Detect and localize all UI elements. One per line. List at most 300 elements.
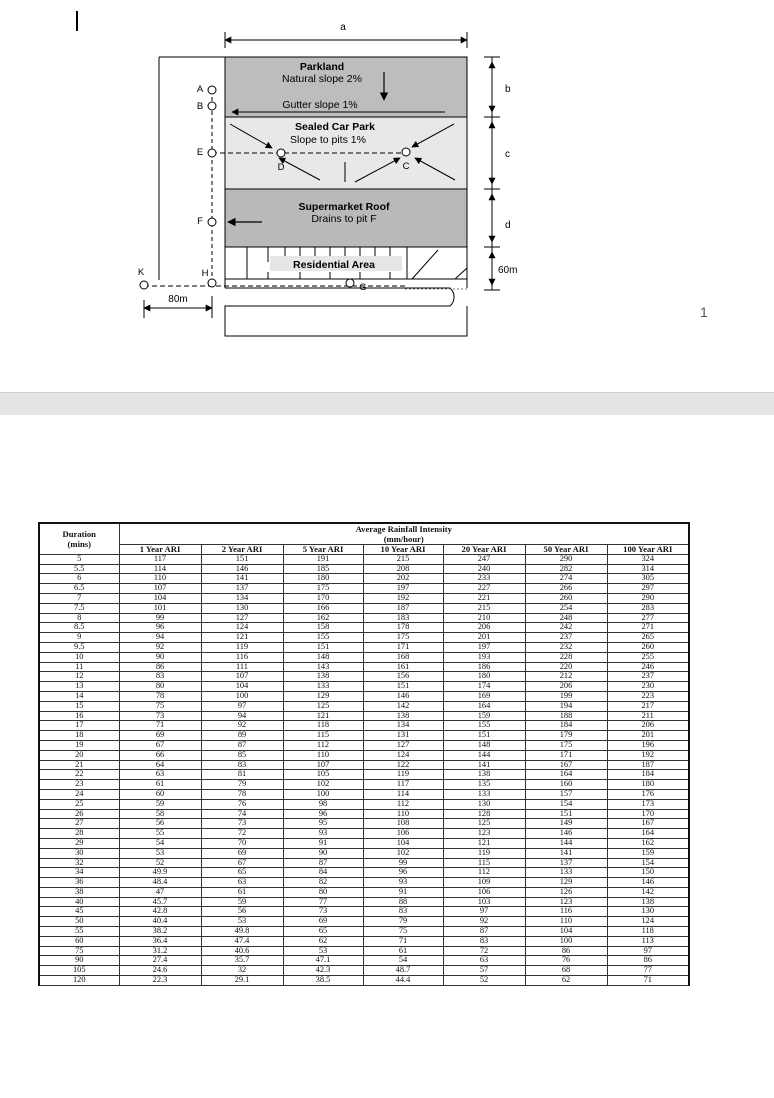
- intensity-cell: 121: [443, 838, 525, 848]
- intensity-cell: 69: [201, 848, 283, 858]
- duration-cell: 50: [39, 917, 119, 927]
- intensity-cell: 79: [201, 780, 283, 790]
- intensity-cell: 260: [525, 593, 607, 603]
- intensity-cell: 90: [283, 848, 363, 858]
- intensity-cell: 271: [607, 623, 689, 633]
- intensity-cell: 78: [201, 789, 283, 799]
- pit-g: [346, 279, 354, 287]
- intensity-cell: 87: [443, 927, 525, 937]
- pit-a-label: A: [196, 84, 204, 95]
- intensity-cell: 180: [607, 780, 689, 790]
- intensity-cell: 144: [525, 838, 607, 848]
- pit-g-label: G: [359, 282, 367, 293]
- intensity-cell: 135: [443, 780, 525, 790]
- table-row: [39, 887, 689, 897]
- intensity-cell: 206: [443, 623, 525, 633]
- table-row: [39, 701, 689, 711]
- label-80m: 80m: [168, 294, 188, 305]
- table-row: [39, 642, 689, 652]
- duration-cell: 34: [39, 868, 119, 878]
- intensity-cell: 150: [607, 868, 689, 878]
- intensity-cell: 171: [363, 642, 443, 652]
- intensity-cell: 130: [607, 907, 689, 917]
- table-row: [39, 711, 689, 721]
- intensity-cell: 47.1: [283, 956, 363, 966]
- intensity-cell: 54: [363, 956, 443, 966]
- intensity-cell: 75: [119, 701, 201, 711]
- table-row: [39, 721, 689, 731]
- intensity-cell: 125: [283, 701, 363, 711]
- intensity-cell: 129: [525, 878, 607, 888]
- intensity-cell: 146: [201, 564, 283, 574]
- intensity-cell: 122: [363, 760, 443, 770]
- table-row: [39, 554, 689, 564]
- table-row: [39, 927, 689, 937]
- intensity-cell: 80: [283, 887, 363, 897]
- intensity-cell: 175: [363, 633, 443, 643]
- table-row: [39, 819, 689, 829]
- column-header: 2 Year ARI: [201, 545, 283, 555]
- intensity-cell: 138: [283, 672, 363, 682]
- intensity-cell: 183: [363, 613, 443, 623]
- page-number: 1: [700, 304, 708, 320]
- intensity-cell: 215: [363, 554, 443, 564]
- intensity-cell: 246: [607, 662, 689, 672]
- intensity-cell: 38.2: [119, 927, 201, 937]
- intensity-cell: 84: [283, 868, 363, 878]
- pit-k-label: K: [137, 267, 145, 278]
- table-row: [39, 603, 689, 613]
- table-row: [39, 936, 689, 946]
- intensity-cell: 106: [363, 829, 443, 839]
- intensity-cell: 138: [363, 711, 443, 721]
- intensity-cell: 48.7: [363, 966, 443, 976]
- intensity-cell: 27.4: [119, 956, 201, 966]
- intensity-cell: 63: [201, 878, 283, 888]
- intensity-cell: 114: [119, 564, 201, 574]
- intensity-cell: 96: [283, 809, 363, 819]
- intensity-cell: 174: [443, 682, 525, 692]
- intensity-cell: 247: [443, 554, 525, 564]
- intensity-cell: 223: [607, 691, 689, 701]
- table-row: [39, 760, 689, 770]
- table-row: [39, 740, 689, 750]
- intensity-cell: 121: [283, 711, 363, 721]
- intensity-cell: 63: [119, 770, 201, 780]
- intensity-cell: 42.8: [119, 907, 201, 917]
- intensity-cell: 220: [525, 662, 607, 672]
- intensity-cell: 146: [363, 691, 443, 701]
- intensity-cell: 117: [363, 780, 443, 790]
- intensity-cell: 188: [525, 711, 607, 721]
- intensity-cell: 57: [443, 966, 525, 976]
- intensity-cell: 69: [119, 731, 201, 741]
- intensity-cell: 161: [363, 662, 443, 672]
- intensity-cell: 76: [201, 799, 283, 809]
- intensity-cell: 167: [607, 819, 689, 829]
- intensity-cell: 62: [525, 976, 607, 986]
- intensity-cell: 68: [525, 966, 607, 976]
- intensity-cell: 83: [201, 760, 283, 770]
- duration-header-line2: (mins): [67, 538, 91, 549]
- intensity-cell: 141: [443, 760, 525, 770]
- intensity-cell: 107: [283, 760, 363, 770]
- intensity-cell: 162: [607, 838, 689, 848]
- intensity-cell: 233: [443, 574, 525, 584]
- duration-cell: 5.5: [39, 564, 119, 574]
- intensity-cell: 159: [443, 711, 525, 721]
- intensity-cell: 119: [201, 642, 283, 652]
- duration-cell: 105: [39, 966, 119, 976]
- intensity-cell: 71: [363, 936, 443, 946]
- intensity-cell: 290: [607, 593, 689, 603]
- intensity-cell: 199: [525, 691, 607, 701]
- intensity-cell: 227: [443, 584, 525, 594]
- duration-cell: 23: [39, 780, 119, 790]
- intensity-cell: 159: [607, 848, 689, 858]
- intensity-cell: 176: [607, 789, 689, 799]
- intensity-cell: 191: [283, 554, 363, 564]
- intensity-cell: 70: [201, 838, 283, 848]
- intensity-title-line1: Average Rainfall Intensity: [355, 524, 452, 534]
- intensity-cell: 157: [525, 789, 607, 799]
- intensity-cell: 107: [201, 672, 283, 682]
- intensity-cell: 197: [363, 584, 443, 594]
- intensity-cell: 66: [119, 750, 201, 760]
- label-c: c: [505, 149, 510, 160]
- intensity-cell: 194: [525, 701, 607, 711]
- intensity-cell: 274: [525, 574, 607, 584]
- table-row: [39, 897, 689, 907]
- intensity-cell: 237: [607, 672, 689, 682]
- intensity-cell: 133: [283, 682, 363, 692]
- duration-cell: 45: [39, 907, 119, 917]
- duration-cell: 8: [39, 613, 119, 623]
- intensity-cell: 83: [119, 672, 201, 682]
- table-row: [39, 731, 689, 741]
- pit-b: [208, 102, 216, 110]
- intensity-cell: 127: [363, 740, 443, 750]
- duration-cell: 36: [39, 878, 119, 888]
- duration-cell: 14: [39, 691, 119, 701]
- intensity-cell: 260: [607, 642, 689, 652]
- intensity-cell: 242: [525, 623, 607, 633]
- intensity-cell: 248: [525, 613, 607, 623]
- intensity-cell: 86: [525, 946, 607, 956]
- column-header: 10 Year ARI: [363, 545, 443, 555]
- intensity-title-line2: (mm/hour): [383, 534, 424, 544]
- intensity-cell: 96: [119, 623, 201, 633]
- intensity-cell: 113: [607, 936, 689, 946]
- intensity-cell: 93: [363, 878, 443, 888]
- intensity-cell: 32: [201, 966, 283, 976]
- intensity-cell: 52: [119, 858, 201, 868]
- dimension-right: [484, 57, 500, 290]
- intensity-cell: 104: [119, 593, 201, 603]
- intensity-cell: 78: [119, 691, 201, 701]
- intensity-cell: 151: [525, 809, 607, 819]
- catchment-diagram: [0, 0, 774, 392]
- intensity-cell: 166: [283, 603, 363, 613]
- table-row: [39, 838, 689, 848]
- intensity-cell: 31.2: [119, 946, 201, 956]
- intensity-cell: 138: [607, 897, 689, 907]
- intensity-cell: 146: [525, 829, 607, 839]
- intensity-cell: 54: [119, 838, 201, 848]
- roof-subtitle: Drains to pit F: [311, 213, 377, 225]
- intensity-cell: 215: [443, 603, 525, 613]
- intensity-cell: 119: [363, 770, 443, 780]
- page-separator: [0, 392, 774, 416]
- intensity-cell: 100: [201, 691, 283, 701]
- intensity-cell: 110: [283, 750, 363, 760]
- intensity-cell: 134: [201, 593, 283, 603]
- intensity-cell: 151: [283, 642, 363, 652]
- intensity-cell: 112: [443, 868, 525, 878]
- intensity-cell: 175: [525, 740, 607, 750]
- intensity-cell: 221: [443, 593, 525, 603]
- intensity-cell: 65: [283, 927, 363, 937]
- intensity-cell: 110: [525, 917, 607, 927]
- pit-d-label: D: [277, 162, 285, 173]
- intensity-cell: 85: [201, 750, 283, 760]
- intensity-cell: 130: [443, 799, 525, 809]
- table-row: [39, 917, 689, 927]
- intensity-cell: 109: [443, 878, 525, 888]
- intensity-cell: 61: [201, 887, 283, 897]
- intensity-cell: 53: [283, 946, 363, 956]
- intensity-cell: 91: [283, 838, 363, 848]
- intensity-cell: 158: [283, 623, 363, 633]
- intensity-cell: 102: [363, 848, 443, 858]
- pit-c: [402, 148, 410, 156]
- intensity-cell: 314: [607, 564, 689, 574]
- intensity-cell: 61: [119, 780, 201, 790]
- intensity-cell: 64: [119, 760, 201, 770]
- intensity-cell: 90: [119, 652, 201, 662]
- intensity-cell: 265: [607, 633, 689, 643]
- intensity-cell: 83: [443, 936, 525, 946]
- intensity-cell: 101: [119, 603, 201, 613]
- intensity-cell: 305: [607, 574, 689, 584]
- intensity-cell: 143: [283, 662, 363, 672]
- intensity-cell: 96: [363, 868, 443, 878]
- intensity-cell: 67: [119, 740, 201, 750]
- intensity-cell: 97: [443, 907, 525, 917]
- duration-cell: 6.5: [39, 584, 119, 594]
- intensity-cell: 110: [119, 574, 201, 584]
- intensity-cell: 164: [607, 829, 689, 839]
- table-row: [39, 789, 689, 799]
- intensity-cell: 103: [443, 897, 525, 907]
- intensity-cell: 59: [201, 897, 283, 907]
- intensity-cell: 112: [363, 799, 443, 809]
- intensity-cell: 59: [119, 799, 201, 809]
- table-row: [39, 750, 689, 760]
- intensity-cell: 29.1: [201, 976, 283, 986]
- intensity-cell: 104: [201, 682, 283, 692]
- intensity-cell: 40.4: [119, 917, 201, 927]
- duration-cell: 19: [39, 740, 119, 750]
- rainfall-table-container: [38, 522, 690, 986]
- duration-cell: 21: [39, 760, 119, 770]
- intensity-cell: 134: [363, 721, 443, 731]
- duration-cell: 120: [39, 976, 119, 986]
- table-row: [39, 682, 689, 692]
- intensity-cell: 173: [607, 799, 689, 809]
- parkland-title: Parkland: [299, 61, 345, 73]
- pit-e-label: E: [196, 147, 204, 158]
- intensity-cell: 61: [363, 946, 443, 956]
- table-row: [39, 829, 689, 839]
- intensity-cell: 93: [283, 829, 363, 839]
- pit-f-label: F: [197, 216, 203, 227]
- intensity-cell: 98: [283, 799, 363, 809]
- roof-title: Supermarket Roof: [298, 201, 390, 213]
- intensity-cell: 126: [525, 887, 607, 897]
- intensity-cell: 125: [443, 819, 525, 829]
- intensity-cell: 217: [607, 701, 689, 711]
- label-a: a: [340, 22, 346, 33]
- intensity-cell: 277: [607, 613, 689, 623]
- duration-cell: 15: [39, 701, 119, 711]
- intensity-cell: 100: [525, 936, 607, 946]
- duration-cell: 40: [39, 897, 119, 907]
- intensity-cell: 237: [525, 633, 607, 643]
- pit-e: [208, 149, 216, 157]
- intensity-cell: 192: [607, 750, 689, 760]
- intensity-cell: 168: [363, 652, 443, 662]
- intensity-cell: 73: [119, 711, 201, 721]
- intensity-cell: 118: [283, 721, 363, 731]
- table-row: [39, 946, 689, 956]
- intensity-cell: 187: [607, 760, 689, 770]
- intensity-cell: 89: [201, 731, 283, 741]
- intensity-cell: 142: [607, 887, 689, 897]
- intensity-cell: 206: [525, 682, 607, 692]
- label-b: b: [505, 84, 511, 95]
- intensity-cell: 127: [201, 613, 283, 623]
- duration-cell: 30: [39, 848, 119, 858]
- intensity-cell: 164: [443, 701, 525, 711]
- duration-cell: 27: [39, 819, 119, 829]
- column-header: 5 Year ARI: [283, 545, 363, 555]
- intensity-cell: 148: [443, 740, 525, 750]
- duration-cell: 24: [39, 789, 119, 799]
- intensity-cell: 65: [201, 868, 283, 878]
- duration-header-line1: Duration: [62, 528, 96, 539]
- rainfall-intensity-table: [38, 522, 690, 986]
- intensity-cell: 187: [363, 603, 443, 613]
- intensity-cell: 151: [201, 554, 283, 564]
- duration-cell: 9: [39, 633, 119, 643]
- intensity-cell: 104: [525, 927, 607, 937]
- intensity-cell: 36.4: [119, 936, 201, 946]
- intensity-cell: 148: [283, 652, 363, 662]
- intensity-cell: 146: [607, 878, 689, 888]
- intensity-cell: 73: [201, 819, 283, 829]
- intensity-cell: 47: [119, 887, 201, 897]
- intensity-cell: 112: [283, 740, 363, 750]
- intensity-cell: 88: [363, 897, 443, 907]
- intensity-cell: 154: [607, 858, 689, 868]
- pit-c-label: C: [402, 161, 410, 172]
- intensity-cell: 58: [119, 809, 201, 819]
- intensity-cell: 121: [201, 633, 283, 643]
- intensity-cell: 87: [283, 858, 363, 868]
- column-header: 1 Year ARI: [119, 545, 201, 555]
- intensity-cell: 155: [443, 721, 525, 731]
- carpark-title: Sealed Car Park: [295, 121, 375, 133]
- table-row: [39, 809, 689, 819]
- intensity-cell: 186: [443, 662, 525, 672]
- intensity-cell: 162: [283, 613, 363, 623]
- duration-cell: 75: [39, 946, 119, 956]
- intensity-cell: 104: [363, 838, 443, 848]
- intensity-cell: 92: [443, 917, 525, 927]
- carpark-subtitle: Slope to pits 1%: [290, 134, 366, 146]
- intensity-cell: 116: [525, 907, 607, 917]
- duration-cell: 6: [39, 574, 119, 584]
- parkland-subtitle: Natural slope 2%: [282, 73, 362, 85]
- document-page-top: [0, 0, 774, 392]
- table-row: [39, 770, 689, 780]
- intensity-cell: 202: [363, 574, 443, 584]
- intensity-cell: 108: [363, 819, 443, 829]
- intensity-cell: 184: [525, 721, 607, 731]
- intensity-cell: 97: [201, 701, 283, 711]
- table-row: [39, 613, 689, 623]
- intensity-cell: 185: [283, 564, 363, 574]
- duration-cell: 13: [39, 682, 119, 692]
- duration-cell: 7.5: [39, 603, 119, 613]
- intensity-cell: 254: [525, 603, 607, 613]
- intensity-cell: 116: [201, 652, 283, 662]
- intensity-cell: 44.4: [363, 976, 443, 986]
- intensity-cell: 169: [443, 691, 525, 701]
- intensity-cell: 56: [119, 819, 201, 829]
- duration-cell: 26: [39, 809, 119, 819]
- intensity-cell: 193: [443, 652, 525, 662]
- table-row: [39, 966, 689, 976]
- duration-cell: 22: [39, 770, 119, 780]
- table-row: [39, 672, 689, 682]
- intensity-cell: 129: [283, 691, 363, 701]
- intensity-cell: 97: [607, 946, 689, 956]
- intensity-cell: 128: [443, 809, 525, 819]
- duration-cell: 28: [39, 829, 119, 839]
- intensity-cell: 167: [525, 760, 607, 770]
- intensity-cell: 49.9: [119, 868, 201, 878]
- pit-f: [208, 218, 216, 226]
- intensity-cell: 283: [607, 603, 689, 613]
- intensity-cell: 52: [443, 976, 525, 986]
- duration-header: [39, 523, 119, 554]
- intensity-cell: 53: [119, 848, 201, 858]
- intensity-cell: 123: [443, 829, 525, 839]
- intensity-cell: 119: [443, 848, 525, 858]
- intensity-cell: 40.6: [201, 946, 283, 956]
- table-row: [39, 956, 689, 966]
- intensity-cell: 164: [525, 770, 607, 780]
- intensity-cell: 63: [443, 956, 525, 966]
- intensity-cell: 45.7: [119, 897, 201, 907]
- intensity-cell: 170: [283, 593, 363, 603]
- intensity-cell: 94: [119, 633, 201, 643]
- intensity-cell: 201: [607, 731, 689, 741]
- intensity-cell: 53: [201, 917, 283, 927]
- intensity-cell: 208: [363, 564, 443, 574]
